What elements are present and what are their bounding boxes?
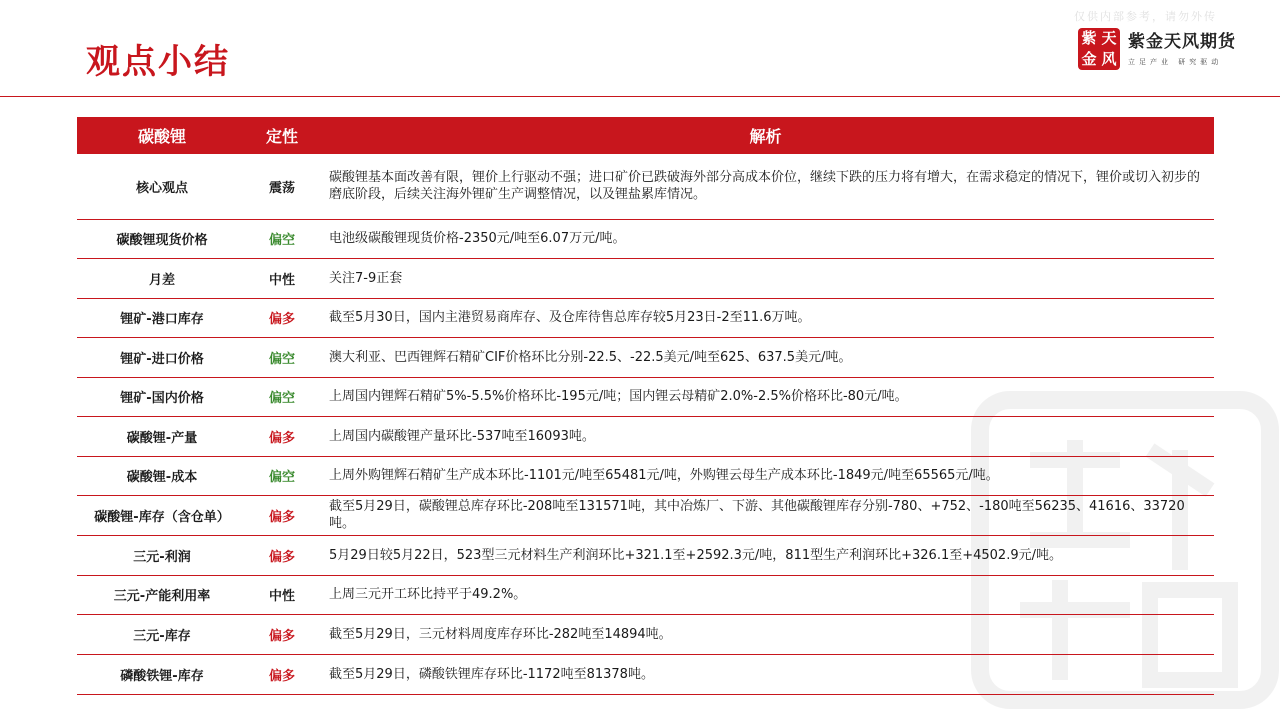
- table-row: [77, 495, 1214, 535]
- row-qualifier: 偏空: [247, 337, 317, 377]
- row-category: 三元-库存: [77, 614, 247, 654]
- table-row: [77, 654, 1214, 694]
- logo-text: [1128, 31, 1236, 67]
- logo-seal-icon: [1078, 28, 1120, 70]
- table-row: [77, 298, 1214, 337]
- row-category: 月差: [77, 258, 247, 298]
- row-category: 碳酸锂现货价格: [77, 219, 247, 258]
- table-row: [77, 416, 1214, 456]
- row-category: 核心观点: [77, 154, 247, 219]
- table-row: [77, 535, 1214, 575]
- row-qualifier: 偏空: [247, 456, 317, 495]
- row-analysis: 截至5月29日，三元材料周度库存环比-282吨至14894吨。: [317, 614, 1214, 654]
- table-row: [77, 258, 1214, 298]
- row-qualifier: 偏多: [247, 298, 317, 337]
- row-analysis: 澳大利亚、巴西锂辉石精矿CIF价格环比分别-22.5、-22.5美元/吨至625、637.5美元/吨。: [317, 337, 1214, 377]
- row-analysis: 上周外购锂辉石精矿生产成本环比-1101元/吨至65481元/吨，外购锂云母生产成本环比-1849元/吨至65565元/吨。: [317, 456, 1214, 495]
- page-title: 观点小结: [86, 42, 230, 82]
- row-analysis: 5月29日较5月22日，523型三元材料生产利润环比+321.1至+2592.3元/吨，811型生产利润环比+326.1至+4502.9元/吨。: [317, 535, 1214, 575]
- logo-seal-char: 风: [1101, 50, 1117, 68]
- row-analysis: 上周三元开工环比持平于49.2%。: [317, 575, 1214, 614]
- row-analysis: 上周国内锂辉石精矿5%-5.5%价格环比-195元/吨；国内锂云母精矿2.0%-2.5%价格环比-80元/吨。: [317, 377, 1214, 416]
- header-qualifier: 定性: [247, 117, 317, 154]
- table-row: [77, 456, 1214, 495]
- table-row: [77, 377, 1214, 416]
- header-divider: [0, 96, 1280, 97]
- row-category: 碳酸锂-产量: [77, 416, 247, 456]
- summary-table: [77, 117, 1214, 695]
- row-analysis: 截至5月29日，碳酸锂总库存环比-208吨至131571吨，其中冶炼厂、下游、其他碳酸锂库存分别-780、+752、-180吨至56235、41616、33720吨。: [317, 495, 1214, 535]
- row-analysis: 关注7-9正套: [317, 258, 1214, 298]
- header-analysis: 解析: [317, 117, 1214, 154]
- row-category: 三元-利润: [77, 535, 247, 575]
- header-category: 碳酸锂: [77, 117, 247, 154]
- company-name: 紫金天风期货: [1128, 32, 1236, 52]
- table-row: [77, 154, 1214, 219]
- table-row: [77, 614, 1214, 654]
- row-qualifier: 偏多: [247, 535, 317, 575]
- row-qualifier: 偏多: [247, 654, 317, 694]
- logo-seal-char: 紫: [1081, 29, 1097, 47]
- row-category: 三元-产能利用率: [77, 575, 247, 614]
- table-row: [77, 219, 1214, 258]
- row-analysis: 电池级碳酸锂现货价格-2350元/吨至6.07万元/吨。: [317, 219, 1214, 258]
- row-qualifier: 偏多: [247, 495, 317, 535]
- row-category: 碳酸锂-库存（含仓单）: [77, 495, 247, 535]
- row-category: 锂矿-进口价格: [77, 337, 247, 377]
- logo-seal-char: 天: [1101, 29, 1117, 47]
- company-slogan: 立足产业 研究驱动: [1128, 58, 1223, 66]
- row-analysis: 截至5月29日，磷酸铁锂库存环比-1172吨至81378吨。: [317, 654, 1214, 694]
- logo-seal-char: 金: [1081, 50, 1097, 68]
- row-analysis: 截至5月30日，国内主港贸易商库存、及仓库待售总库存较5月23日-2至11.6万吨。: [317, 298, 1214, 337]
- row-qualifier: 中性: [247, 258, 317, 298]
- confidential-watermark: 仅供内部参考，请勿外传: [1074, 10, 1217, 23]
- row-category: 锂矿-国内价格: [77, 377, 247, 416]
- row-category: 磷酸铁锂-库存: [77, 654, 247, 694]
- row-analysis: 碳酸锂基本面改善有限，锂价上行驱动不强；进口矿价已跌破海外部分高成本价位，继续下跌的压力将有增大，在需求稳定的情况下，锂价或切入初步的磨底阶段，后续关注海外锂矿生产调整情况，以及锂盐累库情况。: [317, 154, 1214, 219]
- row-qualifier: 偏多: [247, 416, 317, 456]
- table-row: [77, 575, 1214, 614]
- row-category: 锂矿-港口库存: [77, 298, 247, 337]
- table-header-row: [77, 117, 1214, 154]
- row-qualifier: 偏多: [247, 614, 317, 654]
- row-qualifier: 偏空: [247, 219, 317, 258]
- company-logo: [1078, 28, 1236, 70]
- row-qualifier: 偏空: [247, 377, 317, 416]
- row-category: 碳酸锂-成本: [77, 456, 247, 495]
- row-analysis: 上周国内碳酸锂产量环比-537吨至16093吨。: [317, 416, 1214, 456]
- table-row: [77, 337, 1214, 377]
- row-qualifier: 震荡: [247, 154, 317, 219]
- row-qualifier: 中性: [247, 575, 317, 614]
